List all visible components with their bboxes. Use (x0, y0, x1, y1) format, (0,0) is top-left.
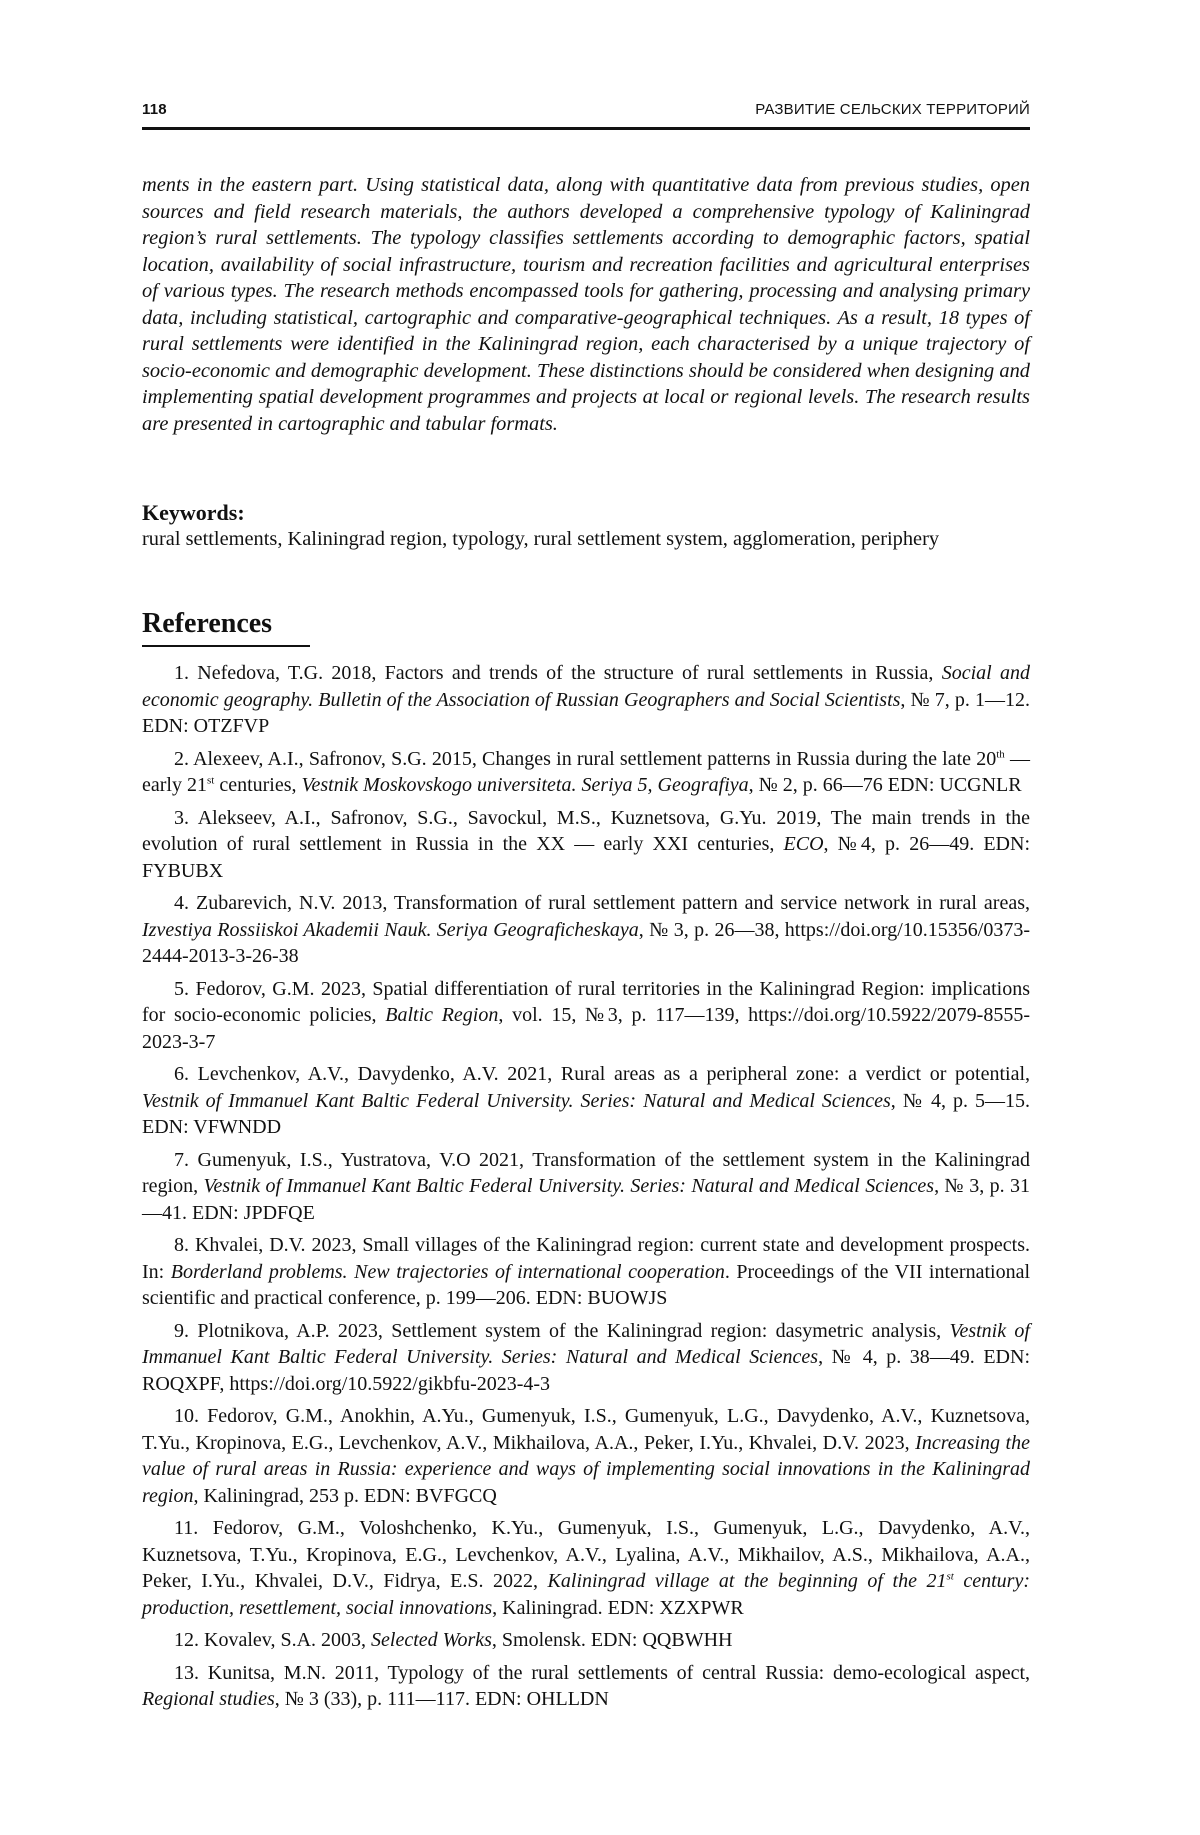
reference-item: 7. Gumenyuk, I.S., Yustratova, V.O 2021, Transformation of the settlement system in the Kaliningrad region, Vestnik of Immanuel Kant Baltic Federal University. Series: Natural and Medical Sciences, № 3, p. 31—41. EDN: JPDFQE (142, 1148, 1030, 1224)
reference-item: 1. Nefedova, T.G. 2018, Factors and trends of the structure of rural settlements in Russia, Social and economic geography. Bulletin of the Association of Russian Geographers and Social Scientists, № 7, p. 1—12. EDN: OTZFVP (142, 662, 1030, 737)
reference-item: 8. Khvalei, D.V. 2023, Small villages of the Kaliningrad region: current state and development prospects. In: Borderland problems. New trajectories of international cooperation. Proceedings of the VII international scientific and practical conference, p. 199—206. EDN: BUOWJS (142, 1234, 1031, 1309)
references-rule (142, 645, 310, 647)
page-number: 118 (142, 101, 167, 118)
reference-item: 4. Zubarevich, N.V. 2013, Transformation of rural settlement pattern and service network in rural areas, Izvestiya Rossiiskoi Akademii Nauk. Seriya Geograficheskaya, № 3, p. 26—38, https://doi.org/10.15356/0373-2444-2013-3-26-38 (142, 892, 1030, 967)
running-header (142, 99, 1030, 123)
keywords-text: rural settlements, Kaliningrad region, typology, rural settlement system, agglomeration, periphery (142, 528, 940, 550)
journal-title: РАЗВИТИЕ СЕЛЬСКИХ ТЕРРИТОРИЙ (755, 101, 1030, 118)
reference-item: 5. Fedorov, G.M. 2023, Spatial differentiation of rural territories in the Kaliningrad Region: implications for socio-economic policies, Baltic Region, vol. 15, №3, p. 117—139, https://doi.org/10.5922/2079-8555-2023-3-7 (142, 977, 1030, 1053)
reference-item: 10. Fedorov, G.M., Anokhin, A.Yu., Gumenyuk, I.S., Gumenyuk, L.G., Davydenko, A.V., Kuznetsova, T.Yu., Kropinova, E.G., Levchenkov, A.V., Mikhailova, A.A., Peker, I.Yu., Khvalei, D.V. 2023, Increasing the value of rural areas in Russia: experience and ways of implementing social innovations in the Kaliningrad region, Kaliningrad, 253 p. EDN: BVFGCQ (142, 1405, 1030, 1507)
keywords-title: Keywords: (142, 500, 245, 525)
abstract-text: ments in the eastern part. Using statistical data, along with quantitative data from previous studies, open sources and field research materials, the authors developed a comprehensive typology of Kaliningrad region’s rural settlements. The typology classifies settlements according to demographic factors, spatial location, availability of social infrastructure, tourism and recreation facilities and agricultural enterprises of various types. The research methods encompassed tools for gathering, processing and analysing primary data, including statistical, cartographic and comparative-geographical techniques. As a result, 18 types of rural settlements were identified in the Kaliningrad region, each characterised by a unique trajectory of socio-economic and demographic development. These distinctions should be considered when designing and implementing spatial development programmes and projects at local or regional levels. The research results are presented in cartographic and tabular formats. (142, 174, 1030, 435)
reference-list (142, 660, 1030, 1719)
reference-item: 12. Kovalev, S.A. 2003, Selected Works, Smolensk. EDN: QQBWHH (174, 1629, 733, 1651)
references-title: References (142, 608, 273, 639)
header-rule (142, 127, 1030, 130)
reference-item: 6. Levchenkov, A.V., Davydenko, A.V. 2021, Rural areas as a peripheral zone: a verdict or potential, Vestnik of Immanuel Kant Baltic Federal University. Series: Natural and Medical Sciences, № 4, p. 5—15. EDN: VFWNDD (142, 1063, 1031, 1138)
reference-item: 13. Kunitsa, M.N. 2011, Typology of the rural settlements of central Russia: demo-ecological aspect, Regional studies, № 3 (33), p. 111—117. EDN: OHLLDN (142, 1661, 1030, 1710)
reference-item: 2. Alexeev, A.I., Safronov, S.G. 2015, Changes in rural settlement patterns in Russia during the late 20th — early 21st centuries, Vestnik Moskovskogo universiteta. Seriya 5, Geografiya, № 2, p. 66—76 EDN: UCGNLR (142, 747, 1031, 796)
reference-item: 9. Plotnikova, A.P. 2023, Settlement system of the Kaliningrad region: dasymetric analysis, Vestnik of Immanuel Kant Baltic Federal University. Series: Natural and Medical Sciences, № 4, p. 38—49. EDN: ROQXPF, https://doi.org/10.5922/gikbfu-2023-4-3 (142, 1319, 1030, 1395)
reference-item: 3. Alekseev, A.I., Safronov, S.G., Savockul, M.S., Kuznetsova, G.Yu. 2019, The main trends in the evolution of rural settlement in Russia in the XX — early XXI centuries, ECO, №4, p. 26—49. EDN: FYBUBX (142, 806, 1030, 882)
reference-item: 11. Fedorov, G.M., Voloshchenko, K.Yu., Gumenyuk, I.S., Gumenyuk, L.G., Davydenko, A.V., Kuznetsova, T.Yu., Kropinova, E.G., Levchenkov, A.V., Lyalina, A.V., Mikhailov, A.S., Mikhailova, A.A., Peker, I.Yu., Khvalei, D.V., Fidrya, E.S. 2022, Kaliningrad village at the beginning of the 21st century: production, resettlement, social innovations, Kaliningrad. EDN: XZXPWR (142, 1517, 1030, 1619)
